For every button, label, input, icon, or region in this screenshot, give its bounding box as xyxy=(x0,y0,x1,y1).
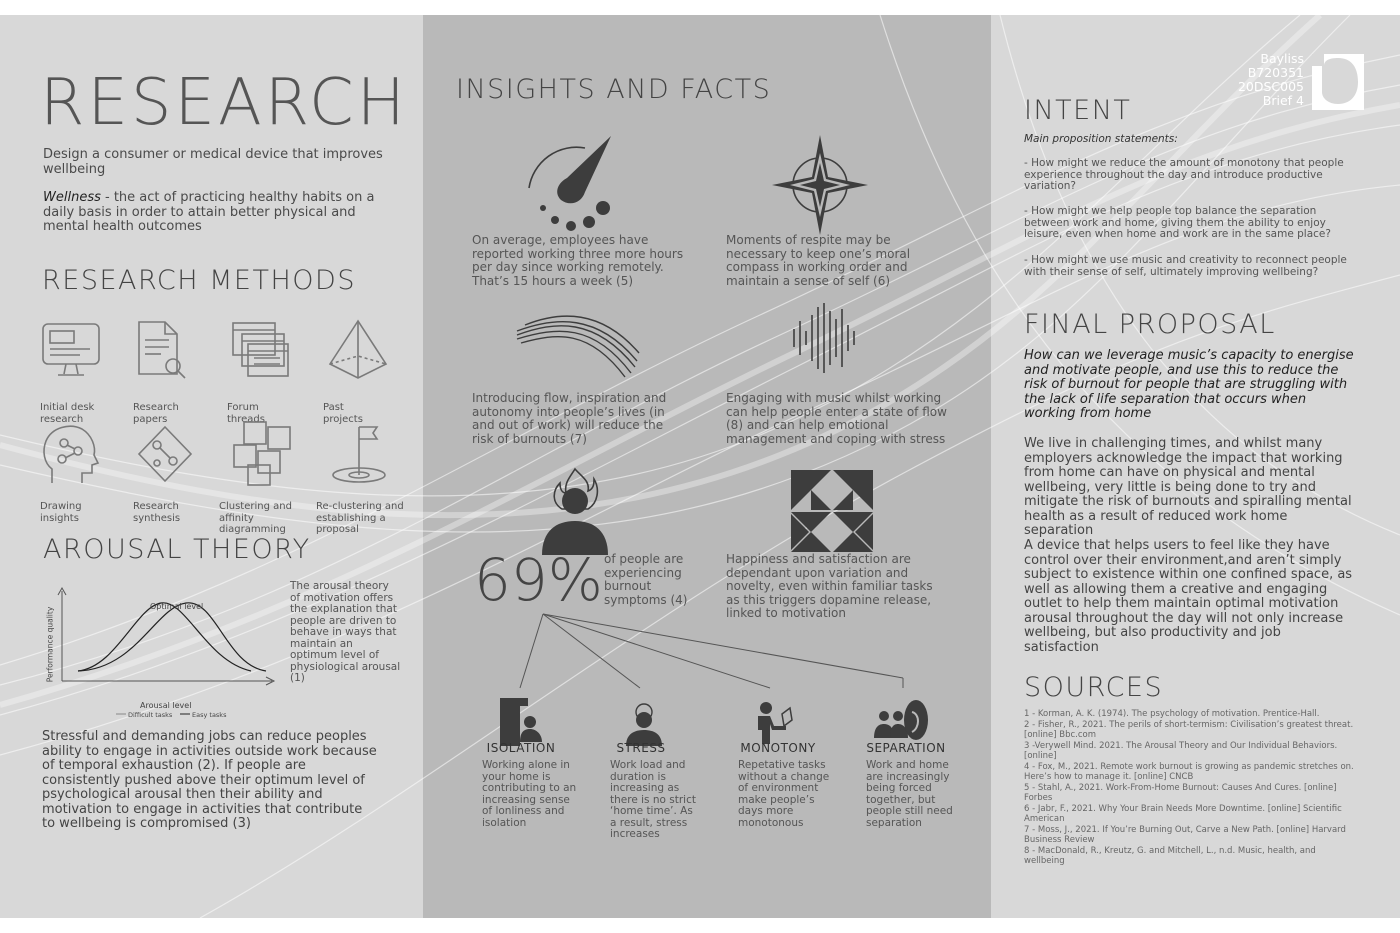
isolation-icon xyxy=(498,698,544,746)
compass-star-icon xyxy=(770,133,870,237)
id-brief: Brief 4 xyxy=(1262,93,1304,108)
method-label-clustering: Clustering and affinity diagramming xyxy=(219,501,292,535)
poster-board xyxy=(0,15,1400,918)
fact-music: Engaging with music whilst working can help people enter a state of flow (8) and can help emotional management and coping with stress xyxy=(726,391,947,446)
windows-icon xyxy=(230,320,292,380)
research-brief: Design a consumer or medical device that improves wellbeing xyxy=(43,147,383,177)
category-stress-text: Work load and duration is increasing as there is no strict ‘home time’. As a result, stress increases xyxy=(610,759,696,840)
fact-remote-hours: On average, employees have reported working three more hours per day since working remotely. That’s 15 hours a week (5) xyxy=(472,233,684,288)
category-separation-text: Work and home are increasingly being forced together, but people still need separation xyxy=(866,759,953,829)
source-item: 8 - MacDonald, R., Kreutz, G. and Mitchell, L., n.d. Music, health, and wellbeing xyxy=(1024,845,1316,866)
soundwave-icon xyxy=(790,301,860,375)
source-item: 4 - Fox, M., 2021. Remote work burnout is growing as pandemic stretches on. Here’s how to manage it. [online] CNCB xyxy=(1024,761,1354,782)
fact-happiness: Happiness and satisfaction are dependant upon variation and novelty, even within familiar tasks as this triggers dopamine release, linked to motivation xyxy=(726,552,933,620)
id-block xyxy=(1226,52,1304,108)
separation-icon xyxy=(872,698,932,746)
method-label-papers: Research papers xyxy=(133,402,179,425)
wellness-definition xyxy=(43,191,398,235)
head-network-icon xyxy=(38,421,102,487)
source-item: 7 - Moss, J., 2021. If You’re Burning Out, Carve a New Path. [online] Harvard Business Review xyxy=(1024,824,1346,845)
category-separation-title: SEPARATION xyxy=(866,741,946,755)
research-title: RESEARCH xyxy=(40,66,408,140)
arousal-title: AROUSAL THEORY xyxy=(43,534,311,565)
category-stress-title: STRESS xyxy=(616,741,666,755)
intent-title: INTENT xyxy=(1024,95,1132,126)
pyramid-icon xyxy=(325,318,391,384)
id-module: 20DSC005 xyxy=(1237,79,1304,94)
method-label-reclustering: Re-clustering and establishing a proposal xyxy=(316,501,404,535)
chart-x-label: Arousal level xyxy=(140,701,192,710)
comet-icon xyxy=(515,128,625,233)
sources-list xyxy=(1024,709,1354,867)
proposal-question: How can we leverage music’s capacity to energise and motivate people, and use this to reduce the risk of burnout for people that are struggling with the lack of life separation that occurs when working from home xyxy=(1024,348,1354,421)
chart-optimal-label: Optimal level xyxy=(150,602,204,611)
source-item: 3 -Verywell Mind. 2021. The Arousal Theory and Our Individual Behaviors. [online] xyxy=(1024,740,1338,761)
methods-title: RESEARCH METHODS xyxy=(42,265,356,296)
diamond-nodes-icon xyxy=(135,423,195,485)
burnout-stat-value: 69% xyxy=(474,546,603,614)
source-item: 6 - Jabr, F., 2021. Why Your Brain Needs More Downtime. [online] Scientific American xyxy=(1024,803,1342,824)
method-label-past: Past projects xyxy=(323,402,363,425)
source-item: 5 - Stahl, A., 2021. Work-From-Home Burnout: Causes And Cures. [online] Forbes xyxy=(1024,782,1337,803)
intent-subtitle: Main proposition statements: xyxy=(1024,133,1178,145)
intent-statement-3: - How might we use music and creativity to reconnect people with their sense of self, ultimately improving wellbeing? xyxy=(1024,254,1347,278)
insights-title: INSIGHTS AND FACTS xyxy=(456,74,772,105)
method-label-synthesis: Research synthesis xyxy=(133,501,181,524)
difficult-tasks-curve xyxy=(78,603,266,671)
proposal-title: FINAL PROPOSAL xyxy=(1024,309,1276,340)
category-monotony-text: Repetative tasks without a change of environment make people’s days more monotonous xyxy=(738,759,830,829)
wellness-term: Wellness xyxy=(43,190,101,205)
proposal-paragraph-2: A device that helps users to feel like they have control over their environment,and aren’t simply subject to existence within one confined space, as well as allowing them a creative and engaging outlet to help them maintain optimal motivation arousal throughout the day will not only increase wellbeing, but also productivity and job satisfaction xyxy=(1024,538,1353,655)
stress-icon xyxy=(624,698,664,746)
logo-mark xyxy=(1310,52,1366,112)
intent-statement-2: - How might we help people top balance the separation between work and home, giving them the ability to enjoy leisure, even when home and work are in the same place? xyxy=(1024,205,1331,240)
sources-title: SOURCES xyxy=(1024,672,1164,703)
fact-respite: Moments of respite may be necessary to keep one’s moral compass in working order and maintain a sense of self (6) xyxy=(726,233,911,288)
method-label-drawing: Drawing insights xyxy=(40,501,82,524)
document-search-icon xyxy=(135,318,189,382)
stress-paragraph: Stressful and demanding jobs can reduce peoples ability to engage in activities outside work because of temporal exhaustion (2). If people are consistently pushed above their optimum level of psychological arousal then their ability and motivation to engage in activities that contribute to wellbeing is compromised (3) xyxy=(42,729,377,831)
id-student: B720351 xyxy=(1247,65,1304,80)
monotony-icon xyxy=(752,700,796,746)
arousal-description: The arousal theory of motivation offers the explanation that people are driven to behave in ways that maintain an optimum level of physiological arousal (1) xyxy=(290,580,401,684)
chart-y-label: Performance quality xyxy=(45,606,55,683)
burnout-stat-text: of people are experiencing burnout symptoms (4) xyxy=(604,552,688,607)
intent-statement-1: - How might we reduce the amount of monotony that people experience throughout the day and introduce productive variation? xyxy=(1024,157,1344,192)
fact-flow: Introducing flow, inspiration and autonomy into people’s lives (in and out of work) will reduce the risk of burnouts (7) xyxy=(472,391,667,446)
triangle-pattern-icon xyxy=(791,470,873,552)
category-connector-lines xyxy=(500,612,920,692)
method-label-forum: Forum threads xyxy=(227,402,265,425)
sticky-notes-icon xyxy=(230,419,294,489)
source-item: 2 - Fisher, R., 2021. The perils of short-termism: Civilisation’s greatest threat. [online] Bbc.com xyxy=(1024,719,1354,740)
id-name: Bayliss xyxy=(1260,51,1304,66)
legend-difficult: Difficult tasks xyxy=(128,711,173,719)
legend-easy: Easy tasks xyxy=(192,711,227,719)
flow-lines-icon xyxy=(515,307,640,379)
flag-target-icon xyxy=(325,419,393,489)
monitor-icon xyxy=(40,320,102,382)
category-monotony-title: MONOTONY xyxy=(740,741,816,755)
source-item: 1 - Korman, A. K. (1974). The psychology of motivation. Prentice-Hall. xyxy=(1024,709,1320,719)
proposal-paragraph-1: We live in challenging times, and whilst many employers acknowledge the impact that working from home can have on physical and mental wellbeing, very little is being done to try and mitigate the risk of burnouts and spiralling mental health as a result of reduced work home separation xyxy=(1024,436,1352,538)
category-isolation-text: Working alone in your home is contributing to an increasing sense of lonliness and isolation xyxy=(482,759,577,829)
method-label-desk: Initial desk research xyxy=(40,402,95,425)
wellness-def-text: - the act of practicing healthy habits on a daily basis in order to attain better physical and mental health outcomes xyxy=(43,190,375,234)
burnout-head-icon xyxy=(538,463,612,555)
category-isolation-title: ISOLATION xyxy=(486,741,556,755)
